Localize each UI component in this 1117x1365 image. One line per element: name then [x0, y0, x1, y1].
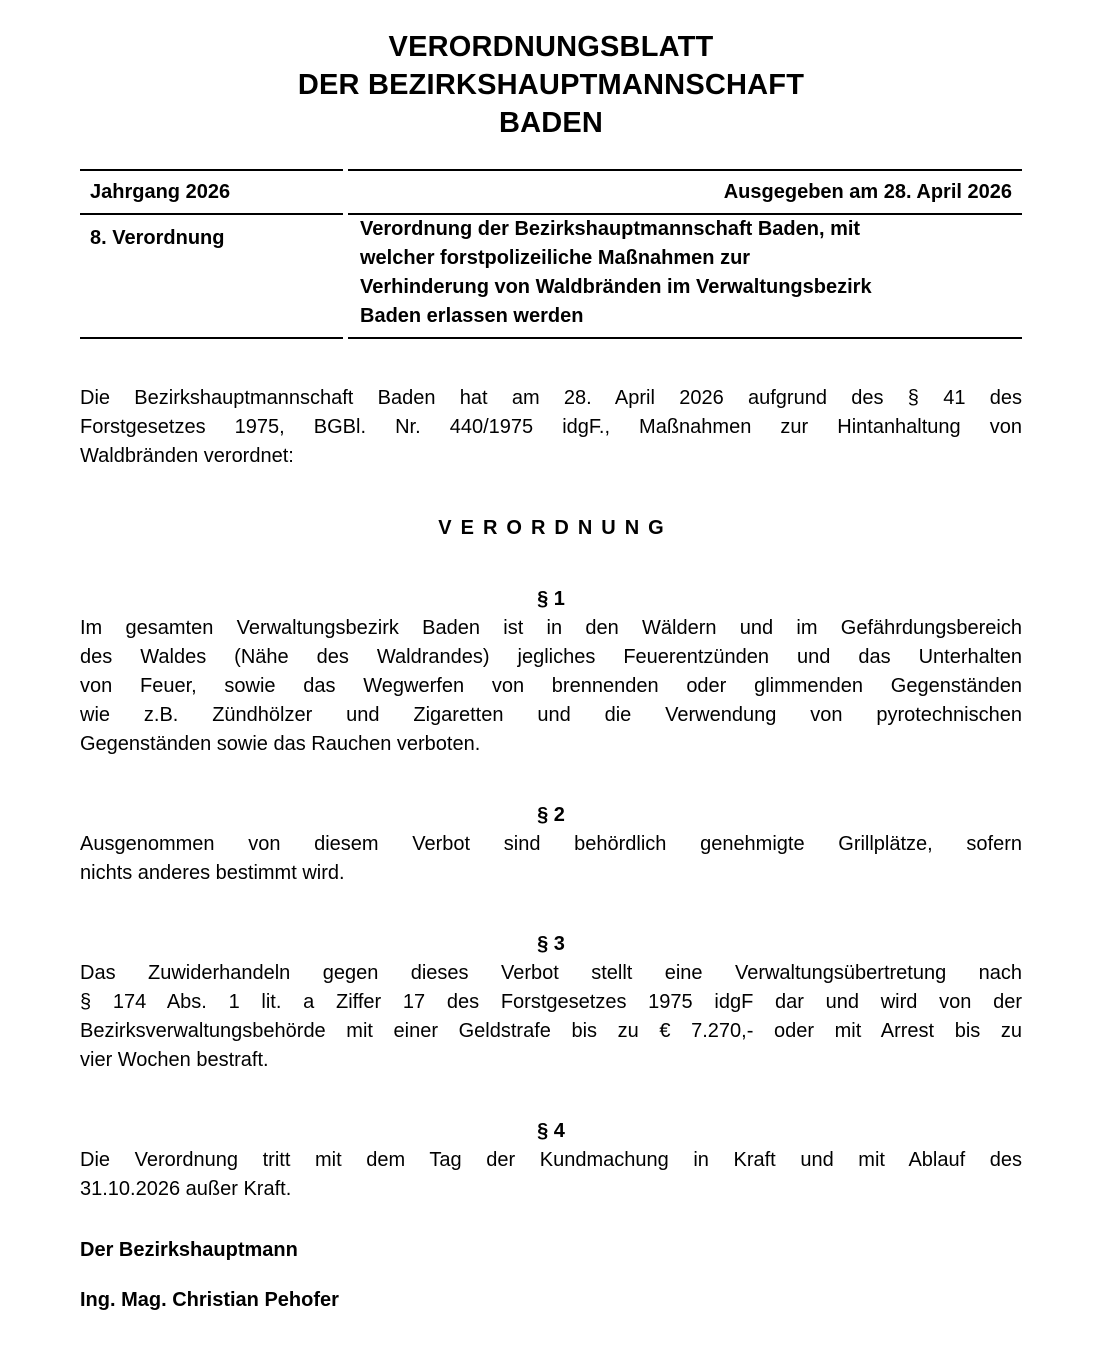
section-3-text [80, 959, 1022, 1075]
intro-paragraph [80, 384, 1022, 471]
section-2 [80, 801, 1022, 888]
masthead-row-issue [80, 169, 1022, 215]
section-1-line: des Waldes (Nähe des Waldrandes) jegliches Feuerentzünden und das Unterhalten [80, 646, 1022, 668]
section-3-line: § 174 Abs. 1 lit. a Ziffer 17 des Forstgesetzes 1975 idgF dar und wird von der [80, 991, 1022, 1013]
signature-name: Ing. Mag. Christian Pehofer [80, 1289, 339, 1311]
ordinance-title-line: welcher forstpolizeiliche Maßnahmen zur [360, 247, 751, 269]
document-title-line-1: VERORDNUNGSBLATT [388, 31, 714, 63]
section-1-line: von Feuer, sowie das Wegwerfen von brennenden oder glimmenden Gegenständen [80, 675, 1022, 697]
section-3-heading: § 3 [537, 933, 565, 955]
masthead-row-ordinance [80, 215, 1022, 339]
ordinance-title-line: Verordnung der Bezirkshauptmannschaft Baden, mit [360, 218, 861, 240]
document-title-line-2: DER BEZIRKSHAUPTMANNSCHAFT [297, 69, 805, 101]
document-title-line-3: BADEN [498, 107, 604, 139]
section-2-heading: § 2 [537, 804, 565, 826]
intro-line: Waldbränden verordnet: [80, 445, 294, 467]
section-1-line: wie z.B. Zündhölzer und Zigaretten und die Verwendung von pyrotechnischen [80, 704, 1022, 726]
section-1-line: Gegenständen sowie das Rauchen verboten. [80, 733, 481, 755]
intro-line: Forstgesetzes 1975, BGBl. Nr. 440/1975 idgF., Maßnahmen zur Hintanhaltung von [80, 416, 1022, 438]
section-3-line: Das Zuwiderhandeln gegen dieses Verbot stellt eine Verwaltungsübertretung nach [80, 962, 1022, 984]
section-3-line: Bezirksverwaltungsbehörde mit einer Geldstrafe bis zu € 7.270,- oder mit Arrest bis zu [80, 1020, 1022, 1042]
signature-role: Der Bezirkshauptmann [80, 1239, 298, 1261]
intro-line: Die Bezirkshauptmannschaft Baden hat am 28. April 2026 aufgrund des § 41 des [80, 387, 1022, 409]
section-1 [80, 585, 1022, 759]
section-4-heading: § 4 [537, 1120, 565, 1142]
section-4-line: 31.10.2026 außer Kraft. [80, 1178, 292, 1200]
section-2-text [80, 830, 1022, 888]
ordinance-title-line: Verhinderung von Waldbränden im Verwaltungsbezirk [360, 276, 872, 298]
section-1-line: Im gesamten Verwaltungsbezirk Baden ist in den Wäldern und im Gefährdungsbereich [80, 617, 1022, 639]
section-2-line: Ausgenommen von diesem Verbot sind behördlich genehmigte Grillplätze, sofern [80, 833, 1022, 855]
volume-label: Jahrgang 2026 [80, 169, 343, 215]
section-1-heading: § 1 [537, 588, 565, 610]
ordinance-title-line: Baden erlassen werden [360, 305, 584, 327]
section-4-line: Die Verordnung tritt mit dem Tag der Kundmachung in Kraft und mit Ablauf des [80, 1149, 1022, 1171]
issue-date-label: Ausgegeben am 28. April 2026 [348, 169, 1022, 215]
verordnung-heading: VERORDNUNG [438, 517, 673, 539]
section-3 [80, 930, 1022, 1075]
section-4-text [80, 1146, 1022, 1204]
section-1-text [80, 614, 1022, 759]
document-title [80, 28, 1022, 142]
masthead-table [80, 169, 1022, 339]
section-2-line: nichts anderes bestimmt wird. [80, 862, 345, 884]
ordinance-number: 8. Verordnung [80, 215, 343, 339]
ordinance-title [348, 215, 1022, 339]
section-3-line: vier Wochen bestraft. [80, 1049, 269, 1071]
section-4 [80, 1117, 1022, 1204]
